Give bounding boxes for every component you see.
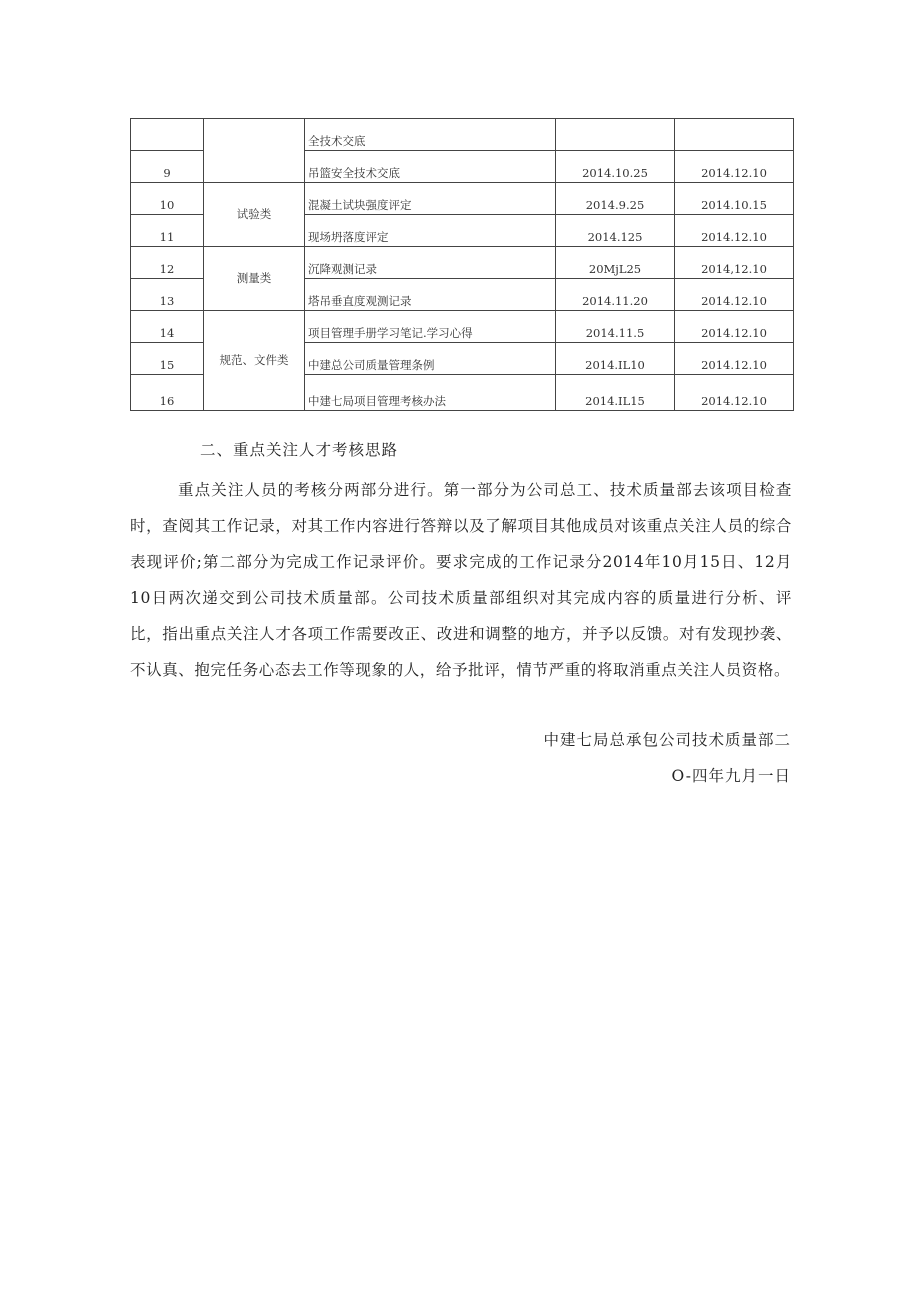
category-survey: 测量类 [204,247,305,311]
item-name: 项目管理手册学习笔记.学习心得 [305,311,556,343]
start-date: 2014.9.25 [556,183,675,215]
start-date: 2014.11.5 [556,311,675,343]
signature-organization: 中建七局总承包公司技术质量部二 [543,731,791,749]
row-number: 13 [131,279,204,311]
item-name: 塔吊垂直度观测记录 [305,279,556,311]
row-number: 11 [131,215,204,247]
item-name: 全技术交底 [305,119,556,151]
due-date: 2014.12.10 [675,151,794,183]
due-date: 2014.12.10 [675,375,794,411]
row-number: 14 [131,311,204,343]
table-row [131,247,794,279]
due-date: 2014.12.10 [675,343,794,375]
start-date: 20MjL25 [556,247,675,279]
table-row [131,119,794,151]
start-date: 2014.125 [556,215,675,247]
item-name: 现场坍落度评定 [305,215,556,247]
start-date: 2014.11.20 [556,279,675,311]
item-name: 中建七局项目管理考核办法 [305,375,556,411]
row-number: 12 [131,247,204,279]
due-date: 2014,12.10 [675,247,794,279]
row-number: 16 [131,375,204,411]
start-date [556,119,675,151]
signature-date: O-四年九月一日 [671,767,791,785]
due-date: 2014.12.10 [675,311,794,343]
due-date: 2014.12.10 [675,279,794,311]
category-standards: 规范、文件类 [204,311,305,411]
due-date: 2014.12.10 [675,215,794,247]
table-row [131,311,794,343]
row-number: 10 [131,183,204,215]
category-test: 试验类 [204,183,305,247]
row-number [131,119,204,151]
row-number: 15 [131,343,204,375]
category-cell-blank [204,119,305,183]
item-name: 混凝土试块强度评定 [305,183,556,215]
item-name: 吊篮安全技术交底 [305,151,556,183]
start-date: 2014.IL15 [556,375,675,411]
start-date: 2014.IL10 [556,343,675,375]
row-number: 9 [131,151,204,183]
body-paragraph: 重点关注人员的考核分两部分进行。第一部分为公司总工、技术质量部去该项目检查时，查阅其工作记录，对其工作内容进行答辩以及了解项目其他成员对该重点关注人员的综合表现评价;第二部分为完成工作记录评价。要求完成的工作记录分2014年10月15日、12月10日两次递交到公司技术质量部。公司技术质量部组织对其完成内容的质量进行分析、评比，指出重点关注人才各项工作需要改正、改进和调整的地方，并予以反馈。对有发现抄袭、不认真、抱完任务心态去工作等现象的人，给予批评，情节严重的将取消重点关注人员资格。 [130,481,792,679]
start-date: 2014.10.25 [556,151,675,183]
item-name: 沉降观测记录 [305,247,556,279]
due-date [675,119,794,151]
due-date: 2014.10.15 [675,183,794,215]
table-row [131,183,794,215]
schedule-table [130,118,794,411]
item-name: 中建总公司质量管理条例 [305,343,556,375]
section-heading: 二、重点关注人才考核思路 [200,441,399,459]
